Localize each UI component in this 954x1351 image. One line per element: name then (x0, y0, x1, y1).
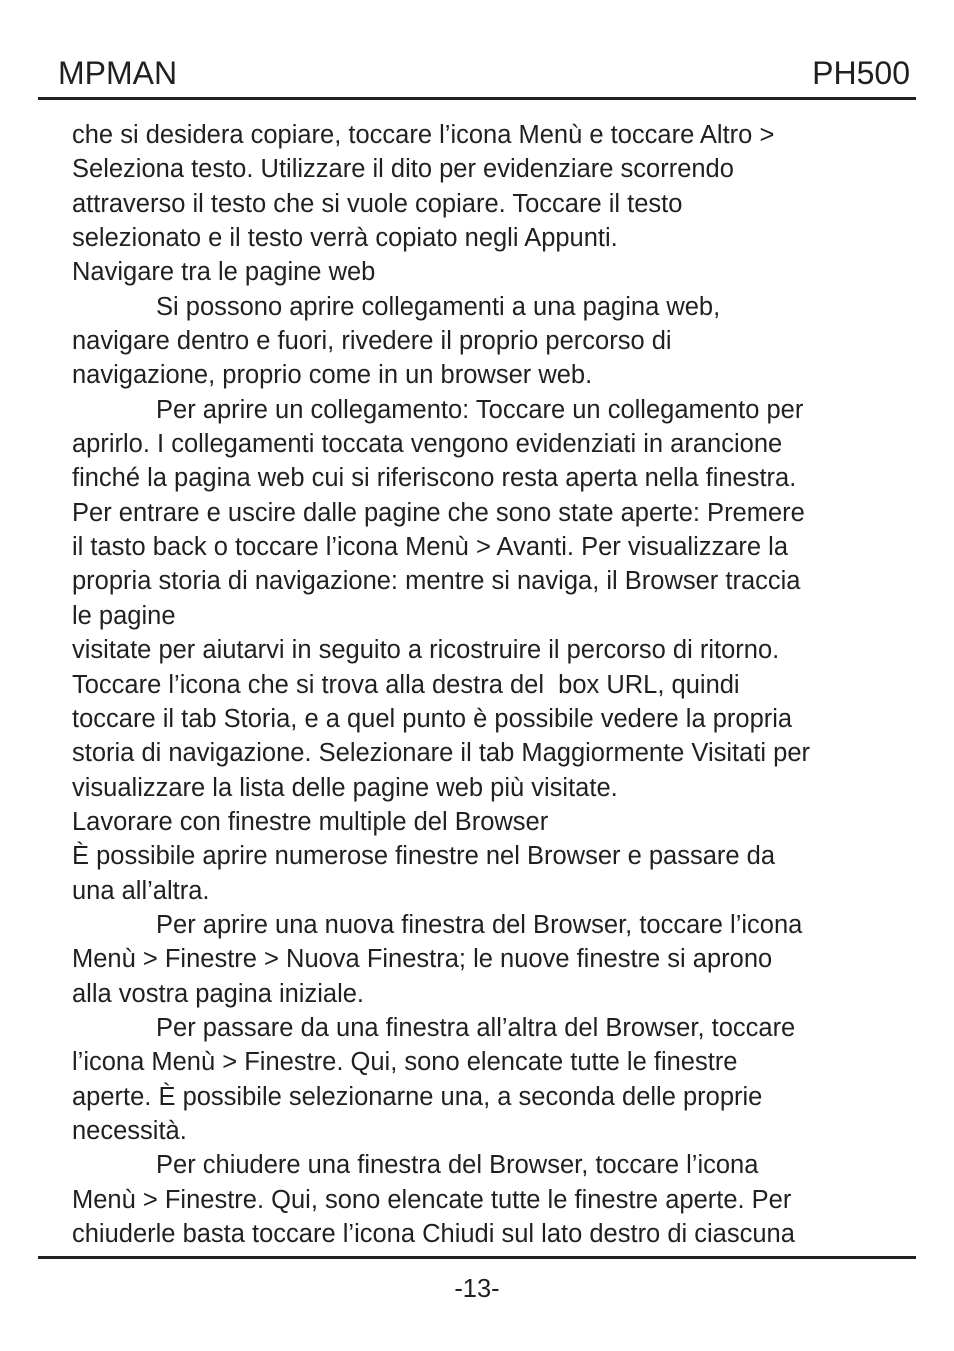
text-line: che si desidera copiare, toccare l’icona Menù e toccare Altro > (72, 121, 775, 149)
text-line: Si possono aprire collegamenti a una pagina web, (156, 292, 721, 321)
section-heading: Navigare tra le pagine web (72, 258, 376, 287)
text-line: visitate per aiutarvi in seguito a ricostruire il percorso di ritorno. (72, 636, 780, 665)
text-line: propria storia di navigazione: mentre si naviga, il Browser traccia (72, 567, 801, 596)
text-line: Per aprire una nuova finestra del Browser, toccare l’icona (156, 910, 803, 939)
text-line: navigare dentro e fuori, rivedere il proprio percorso di (72, 327, 672, 356)
text-line: alla vostra pagina iniziale. (72, 979, 365, 1008)
page-number: -13- (454, 1275, 500, 1303)
section-heading: Lavorare con finestre multiple del Browser (72, 807, 549, 836)
body-text (72, 118, 902, 1251)
text-line: navigazione, proprio come in un browser web. (72, 361, 593, 390)
text-line: Per passare da una finestra all’altra del Browser, toccare (156, 1013, 796, 1042)
header-model: PH500 (812, 55, 910, 91)
text-line: necessità. (72, 1116, 187, 1145)
text-line: visualizzare la lista delle pagine web più visitate. (72, 773, 618, 802)
text-line: Toccare l’icona che si trova alla destra del box URL, quindi (72, 670, 740, 699)
text-line: aprirlo. I collegamenti toccata vengono evidenziati in arancione (72, 430, 783, 459)
text-line: finché la pagina web cui si riferiscono resta aperta nella finestra. (72, 464, 797, 493)
text-line: il tasto back o toccare l’icona Menù > Avanti. Per visualizzare la (72, 533, 789, 562)
text-line: aperte. È possibile selezionarne una, a seconda delle proprie (72, 1082, 763, 1111)
text-line: È possibile aprire numerose finestre nel Browser e passare da (72, 842, 776, 871)
text-line: Menù > Finestre. Qui, sono elencate tutte le finestre aperte. Per (72, 1185, 792, 1214)
text-line: Per aprire un collegamento: Toccare un collegamento per (156, 395, 804, 424)
footer-divider (38, 1256, 916, 1259)
text-line: Seleziona testo. Utilizzare il dito per evidenziare scorrendo (72, 155, 734, 184)
text-line: storia di navigazione. Selezionare il tab Maggiormente Visitati per (72, 739, 811, 768)
header-brand: MPMAN (58, 55, 178, 91)
text-line: selezionato e il testo verrà copiato negli Appunti. (72, 224, 618, 253)
text-line: Menù > Finestre > Nuova Finestra; le nuove finestre si aprono (72, 945, 773, 974)
text-line: attraverso il testo che si vuole copiare. Toccare il testo (72, 189, 683, 218)
text-line: Per entrare e uscire dalle pagine che sono state aperte: Premere (72, 498, 805, 527)
text-line: toccare il tab Storia, e a quel punto è possibile vedere la propria (72, 704, 793, 733)
text-line: chiuderle basta toccare l’icona Chiudi sul lato destro di ciascuna (72, 1220, 795, 1248)
text-line: Per chiudere una finestra del Browser, toccare l’icona (156, 1151, 759, 1180)
header-divider (38, 97, 916, 100)
text-line: una all’altra. (72, 876, 210, 905)
text-line: l’icona Menù > Finestre. Qui, sono elencate tutte le finestre (72, 1048, 738, 1077)
text-line: le pagine (72, 601, 176, 630)
